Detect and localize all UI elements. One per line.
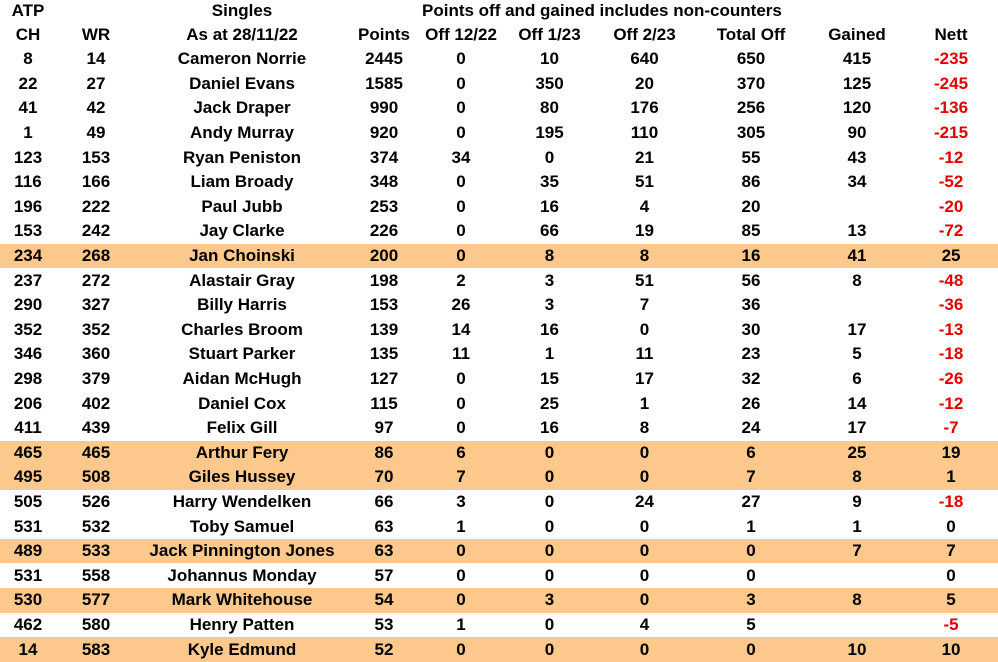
off-2-23-cell: 110	[630, 123, 659, 143]
nett-cell: -136	[934, 98, 969, 118]
wr-cell: 379	[81, 369, 111, 389]
off-2-23-cell: 24	[635, 491, 654, 511]
off-1-23-cell: 15	[540, 369, 559, 389]
player-name-cell: Daniel Cox	[198, 393, 286, 413]
off-2-23-cell: 20	[635, 73, 654, 93]
table-header	[0, 0, 998, 47]
nett-header: Nett	[934, 24, 968, 44]
off-1-23-cell: 0	[502, 465, 597, 490]
gained-cell: 13	[847, 221, 867, 241]
table-row	[0, 121, 998, 146]
wr-cell: 268	[56, 244, 136, 269]
total-off-cell: 0	[692, 637, 810, 662]
nett-cell: 5	[904, 588, 998, 613]
ch-cell: 1	[23, 123, 33, 143]
off-1-23-cell: 80	[540, 98, 559, 118]
off-12-22-cell: 0	[456, 98, 466, 118]
player-name-cell: Henry Patten	[189, 614, 295, 634]
gained-cell: 17	[847, 319, 867, 339]
player-name-cell: Billy Harris	[197, 295, 287, 315]
nett-cell: -12	[938, 147, 964, 167]
nett-cell: -7	[943, 418, 959, 438]
wr-cell: 327	[81, 295, 111, 315]
off-1-23-cell: 16	[540, 196, 559, 216]
gained-cell: 1	[852, 516, 862, 536]
off-2-23-cell: 4	[639, 196, 650, 216]
off-1-23-cell: 3	[544, 295, 555, 315]
ch-cell: 234	[0, 244, 56, 269]
ch-cell: 116	[14, 172, 42, 192]
total-off-cell: 55	[741, 147, 761, 167]
empty-header-cell	[348, 0, 420, 22]
table-row	[0, 318, 998, 343]
gained-cell	[810, 293, 904, 318]
points-cell: 52	[348, 637, 420, 662]
gained-cell	[810, 613, 904, 638]
ch-header: CH	[15, 24, 41, 44]
points-cell: 153	[369, 295, 399, 315]
total-off-cell: 27	[741, 491, 761, 511]
off-1-23-cell: 3	[544, 270, 555, 290]
off-12-22-cell: 14	[451, 319, 471, 339]
ch-cell: 531	[13, 516, 43, 536]
ch-cell: 123	[13, 147, 43, 167]
off-12-22-cell: 1	[456, 614, 466, 634]
points-cell: 374	[369, 147, 399, 167]
off-1-23-cell: 0	[502, 539, 597, 564]
table-row	[0, 96, 998, 121]
nett-cell: -12	[938, 393, 964, 413]
off-2-23-header: Off 2/23	[613, 24, 676, 44]
off-2-23-cell: 21	[635, 147, 654, 167]
off-12-22-cell: 0	[456, 221, 466, 241]
off-2-23-cell: 17	[635, 369, 654, 389]
off-2-23-cell: 0	[597, 539, 692, 564]
total-off-cell: 256	[736, 98, 766, 118]
nett-cell: -36	[938, 295, 964, 315]
points-cell: 135	[369, 344, 399, 364]
table-row	[0, 72, 998, 97]
player-name-cell: Stuart Parker	[188, 344, 296, 364]
total-off-cell: 26	[741, 393, 761, 413]
points-cell: 990	[369, 98, 399, 118]
total-off-cell: 6	[692, 441, 810, 466]
ch-cell: 462	[13, 614, 43, 634]
off-1-23-cell: 1	[544, 344, 555, 364]
player-name-cell: Kyle Edmund	[136, 637, 348, 662]
singles-header: Singles	[211, 1, 273, 20]
table-row	[0, 613, 998, 638]
table-row	[0, 514, 998, 539]
gained-cell: 8	[810, 465, 904, 490]
total-off-cell: 24	[741, 418, 761, 438]
off-12-22-cell: 0	[456, 123, 466, 143]
points-cell: 2445	[365, 49, 403, 69]
player-name-cell: Jack Draper	[193, 98, 291, 118]
off-2-23-cell: 176	[630, 98, 659, 118]
nett-cell: 1	[904, 465, 998, 490]
wr-cell: 439	[81, 418, 111, 438]
player-name-cell: Andy Murray	[190, 123, 294, 143]
off-12-22-cell: 0	[456, 172, 466, 192]
off-2-23-cell: 0	[597, 441, 692, 466]
wr-cell: 166	[81, 172, 111, 192]
points-cell: 226	[369, 221, 399, 241]
off-1-23-cell: 66	[540, 221, 559, 241]
off-2-23-cell: 7	[639, 295, 650, 315]
nett-cell: 0	[946, 516, 956, 536]
total-off-cell: 56	[741, 270, 761, 290]
wr-cell: 558	[81, 565, 111, 585]
off-12-22-cell: 0	[456, 369, 466, 389]
off-1-23-cell: 0	[502, 637, 597, 662]
off-12-22-cell: 3	[456, 491, 466, 511]
off-1-23-cell: 0	[544, 147, 555, 167]
gained-cell: 5	[852, 344, 862, 364]
nett-cell: -245	[934, 73, 969, 93]
off-2-23-cell: 1	[639, 393, 650, 413]
total-off-cell: 0	[746, 565, 756, 585]
total-off-cell: 86	[741, 172, 761, 192]
wr-cell: 272	[81, 270, 111, 290]
gained-cell: 14	[847, 393, 867, 413]
player-name-cell: Aidan McHugh	[182, 369, 302, 389]
off-12-22-cell: 0	[456, 418, 466, 438]
off-12-22-cell: 6	[420, 441, 502, 466]
gained-cell: 8	[810, 588, 904, 613]
gained-cell: 9	[852, 491, 862, 511]
points-cell: 66	[374, 491, 394, 511]
wr-cell: 532	[81, 516, 111, 536]
nett-cell: -52	[938, 172, 964, 192]
off-12-22-cell: 0	[420, 244, 502, 269]
ch-cell: 14	[0, 637, 56, 662]
table-row	[0, 195, 998, 220]
ch-cell: 489	[0, 539, 56, 564]
player-name-cell: Cameron Norrie	[177, 49, 307, 69]
gained-cell: 25	[810, 441, 904, 466]
as-at-header: As at 28/11/22	[186, 24, 298, 44]
table-row	[0, 490, 998, 515]
player-name-cell: Toby Samuel	[189, 516, 295, 536]
points-note-header: Points off and gained includes non-counters	[422, 1, 782, 20]
wr-cell: 242	[81, 221, 111, 241]
nett-cell: -18	[938, 491, 964, 511]
nett-cell: 0	[946, 565, 956, 585]
off-2-23-cell: 51	[635, 172, 654, 192]
points-cell: 63	[348, 539, 420, 564]
total-off-cell: 5	[746, 614, 756, 634]
player-name-cell: Felix Gill	[206, 418, 278, 438]
off-2-23-cell: 640	[630, 49, 659, 69]
total-off-cell: 1	[746, 516, 756, 536]
ch-cell: 531	[13, 565, 43, 585]
atp-header: ATP	[11, 1, 45, 20]
off-2-23-cell: 0	[639, 565, 650, 585]
points-cell: 57	[374, 565, 394, 585]
ch-cell: 153	[13, 221, 43, 241]
off-2-23-cell: 51	[635, 270, 654, 290]
table-row	[0, 539, 998, 564]
points-cell: 97	[374, 418, 394, 438]
wr-cell: 27	[86, 73, 106, 93]
off-1-23-cell: 195	[535, 123, 564, 143]
wr-cell: 508	[56, 465, 136, 490]
ch-cell: 530	[0, 588, 56, 613]
player-name-cell: Giles Hussey	[136, 465, 348, 490]
wr-cell: 577	[56, 588, 136, 613]
table-row	[0, 145, 998, 170]
points-cell: 115	[370, 393, 398, 413]
ch-cell: 196	[13, 196, 43, 216]
off-2-23-cell: 0	[597, 637, 692, 662]
points-cell: 200	[348, 244, 420, 269]
table-row	[0, 416, 998, 441]
ch-cell: 41	[18, 98, 38, 118]
off-1-23-cell: 0	[544, 565, 555, 585]
nett-cell: -48	[938, 270, 964, 290]
wr-cell: 533	[56, 539, 136, 564]
off-2-23-cell: 4	[639, 614, 650, 634]
ch-cell: 505	[13, 491, 43, 511]
off-12-22-cell: 7	[420, 465, 502, 490]
points-cell: 920	[369, 123, 399, 143]
off-1-23-cell: 16	[540, 418, 559, 438]
points-cell: 253	[369, 196, 399, 216]
nett-cell: 7	[904, 539, 998, 564]
wr-cell: 222	[81, 196, 111, 216]
off-1-23-cell: 0	[544, 491, 555, 511]
gained-cell: 6	[852, 369, 862, 389]
off-2-23-cell: 0	[597, 465, 692, 490]
player-name-cell: Harry Wendelken	[172, 491, 312, 511]
player-name-cell: Alastair Gray	[189, 270, 295, 290]
gained-cell: 7	[810, 539, 904, 564]
wr-cell: 352	[81, 319, 111, 339]
off-1-23-cell: 0	[502, 441, 597, 466]
table-row	[0, 588, 998, 613]
player-name-cell: Johannus Monday	[167, 565, 317, 585]
off-12-22-cell: 26	[451, 295, 471, 315]
player-name-cell: Jan Choinski	[136, 244, 348, 269]
total-off-cell: 36	[741, 295, 761, 315]
nett-cell: -235	[934, 49, 969, 69]
nett-cell: -72	[938, 221, 964, 241]
wr-cell: 14	[86, 49, 106, 69]
gained-header: Gained	[828, 24, 886, 44]
total-off-cell: 305	[736, 123, 766, 143]
off-2-23-cell: 8	[597, 244, 692, 269]
off-2-23-cell: 8	[639, 418, 650, 438]
off-1-23-header: Off 1/23	[518, 24, 581, 44]
nett-cell: -20	[938, 196, 964, 216]
wr-cell: 153	[81, 147, 111, 167]
ch-cell: 290	[13, 295, 43, 315]
table-row	[0, 342, 998, 367]
off-12-22-cell: 2	[456, 270, 466, 290]
nett-cell: -5	[943, 614, 959, 634]
table-row	[0, 637, 998, 662]
total-off-cell: 650	[736, 49, 766, 69]
table-row	[0, 391, 998, 416]
points-cell: 348	[369, 172, 399, 192]
nett-cell: -215	[934, 123, 969, 143]
off-2-23-cell: 0	[597, 588, 692, 613]
wr-cell: 49	[86, 123, 106, 143]
ch-cell: 352	[13, 319, 43, 339]
points-cell: 139	[369, 319, 399, 339]
off-12-22-cell: 0	[456, 565, 466, 585]
ch-cell: 206	[13, 393, 43, 413]
off-1-23-cell: 3	[502, 588, 597, 613]
table-row	[0, 563, 998, 588]
total-off-cell: 0	[692, 539, 810, 564]
table-row	[0, 293, 998, 318]
off-1-23-cell: 10	[540, 49, 559, 69]
nett-cell: -18	[938, 344, 964, 364]
table-row	[0, 47, 998, 72]
table-row	[0, 244, 998, 269]
off-12-22-cell: 0	[456, 49, 466, 69]
off-1-23-cell: 350	[535, 73, 564, 93]
player-name-cell: Liam Broady	[190, 172, 294, 192]
off-1-23-cell: 0	[544, 516, 555, 536]
gained-cell	[810, 195, 904, 220]
wr-cell: 580	[81, 614, 111, 634]
wr-cell: 583	[56, 637, 136, 662]
off-2-23-cell: 0	[639, 516, 650, 536]
gained-cell: 10	[810, 637, 904, 662]
total-off-cell: 7	[692, 465, 810, 490]
total-off-cell: 16	[692, 244, 810, 269]
off-12-22-cell: 34	[451, 147, 471, 167]
points-cell: 1585	[365, 73, 403, 93]
total-off-cell: 370	[736, 73, 766, 93]
ch-cell: 22	[18, 73, 38, 93]
gained-cell: 43	[847, 147, 867, 167]
table-row	[0, 441, 998, 466]
table-row	[0, 367, 998, 392]
off-12-22-cell: 0	[420, 588, 502, 613]
gained-cell: 41	[810, 244, 904, 269]
off-12-22-cell: 0	[420, 539, 502, 564]
points-cell: 127	[369, 369, 399, 389]
nett-cell: 25	[904, 244, 998, 269]
ch-cell: 495	[0, 465, 56, 490]
total-off-cell: 85	[741, 221, 761, 241]
player-name-cell: Mark Whitehouse	[136, 588, 348, 613]
nett-cell: 10	[904, 637, 998, 662]
wr-cell: 402	[81, 393, 111, 413]
player-name-cell: Paul Jubb	[201, 196, 283, 216]
ch-cell: 411	[14, 418, 42, 438]
total-off-header: Total Off	[716, 24, 786, 44]
nett-cell: -13	[938, 319, 964, 339]
off-12-22-cell: 1	[456, 516, 466, 536]
nett-cell: 19	[904, 441, 998, 466]
empty-header-cell	[56, 0, 136, 22]
wr-cell: 360	[81, 344, 111, 364]
total-off-cell: 23	[741, 344, 761, 364]
points-cell: 63	[374, 516, 394, 536]
ch-cell: 465	[0, 441, 56, 466]
table-row	[0, 465, 998, 490]
player-name-cell: Arthur Fery	[136, 441, 348, 466]
player-name-cell: Charles Broom	[181, 319, 303, 339]
ch-cell: 237	[13, 270, 43, 290]
table-row	[0, 268, 998, 293]
points-cell: 53	[374, 614, 394, 634]
gained-cell: 17	[847, 418, 867, 438]
wr-cell: 42	[86, 98, 106, 118]
off-12-22-cell: 11	[452, 344, 470, 364]
player-name-cell: Daniel Evans	[189, 73, 295, 93]
wr-header: WR	[81, 24, 111, 44]
player-name-cell: Jack Pinnington Jones	[136, 539, 348, 564]
points-cell: 54	[348, 588, 420, 613]
points-cell: 70	[348, 465, 420, 490]
header-row-columns	[0, 22, 998, 47]
off-2-23-cell: 11	[635, 344, 654, 364]
points-cell: 86	[348, 441, 420, 466]
total-off-cell: 20	[741, 196, 761, 216]
table-body	[0, 47, 998, 662]
ch-cell: 346	[13, 344, 43, 364]
total-off-cell: 30	[741, 319, 761, 339]
gained-cell: 415	[842, 49, 872, 69]
player-name-cell: Ryan Peniston	[182, 147, 302, 167]
player-name-cell: Jay Clarke	[199, 221, 285, 241]
off-2-23-cell: 0	[639, 319, 650, 339]
ch-cell: 298	[13, 369, 43, 389]
nett-cell: -26	[938, 369, 964, 389]
table-row	[0, 170, 998, 195]
gained-cell: 34	[847, 172, 867, 192]
wr-cell: 526	[81, 491, 111, 511]
gained-cell: 120	[842, 98, 872, 118]
off-1-23-cell: 8	[502, 244, 597, 269]
off-12-22-cell: 0	[456, 196, 466, 216]
header-row-top	[0, 0, 998, 22]
gained-cell: 90	[847, 123, 867, 143]
ch-cell: 8	[23, 49, 33, 69]
off-1-23-cell: 25	[540, 393, 559, 413]
points-header: Points	[358, 24, 410, 44]
off-12-22-cell: 0	[456, 393, 466, 413]
off-12-22-cell: 0	[420, 637, 502, 662]
off-1-23-cell: 16	[540, 319, 559, 339]
wr-cell: 465	[56, 441, 136, 466]
gained-cell: 125	[842, 73, 872, 93]
off-1-23-cell: 35	[540, 172, 559, 192]
off-2-23-cell: 19	[635, 221, 654, 241]
off-12-22-cell: 0	[456, 73, 466, 93]
points-cell: 198	[369, 270, 399, 290]
table-row	[0, 219, 998, 244]
total-off-cell: 32	[741, 369, 761, 389]
gained-cell: 8	[852, 270, 862, 290]
gained-cell	[810, 563, 904, 588]
off-1-23-cell: 0	[544, 614, 555, 634]
off-12-22-header: Off 12/22	[425, 24, 497, 44]
total-off-cell: 3	[692, 588, 810, 613]
